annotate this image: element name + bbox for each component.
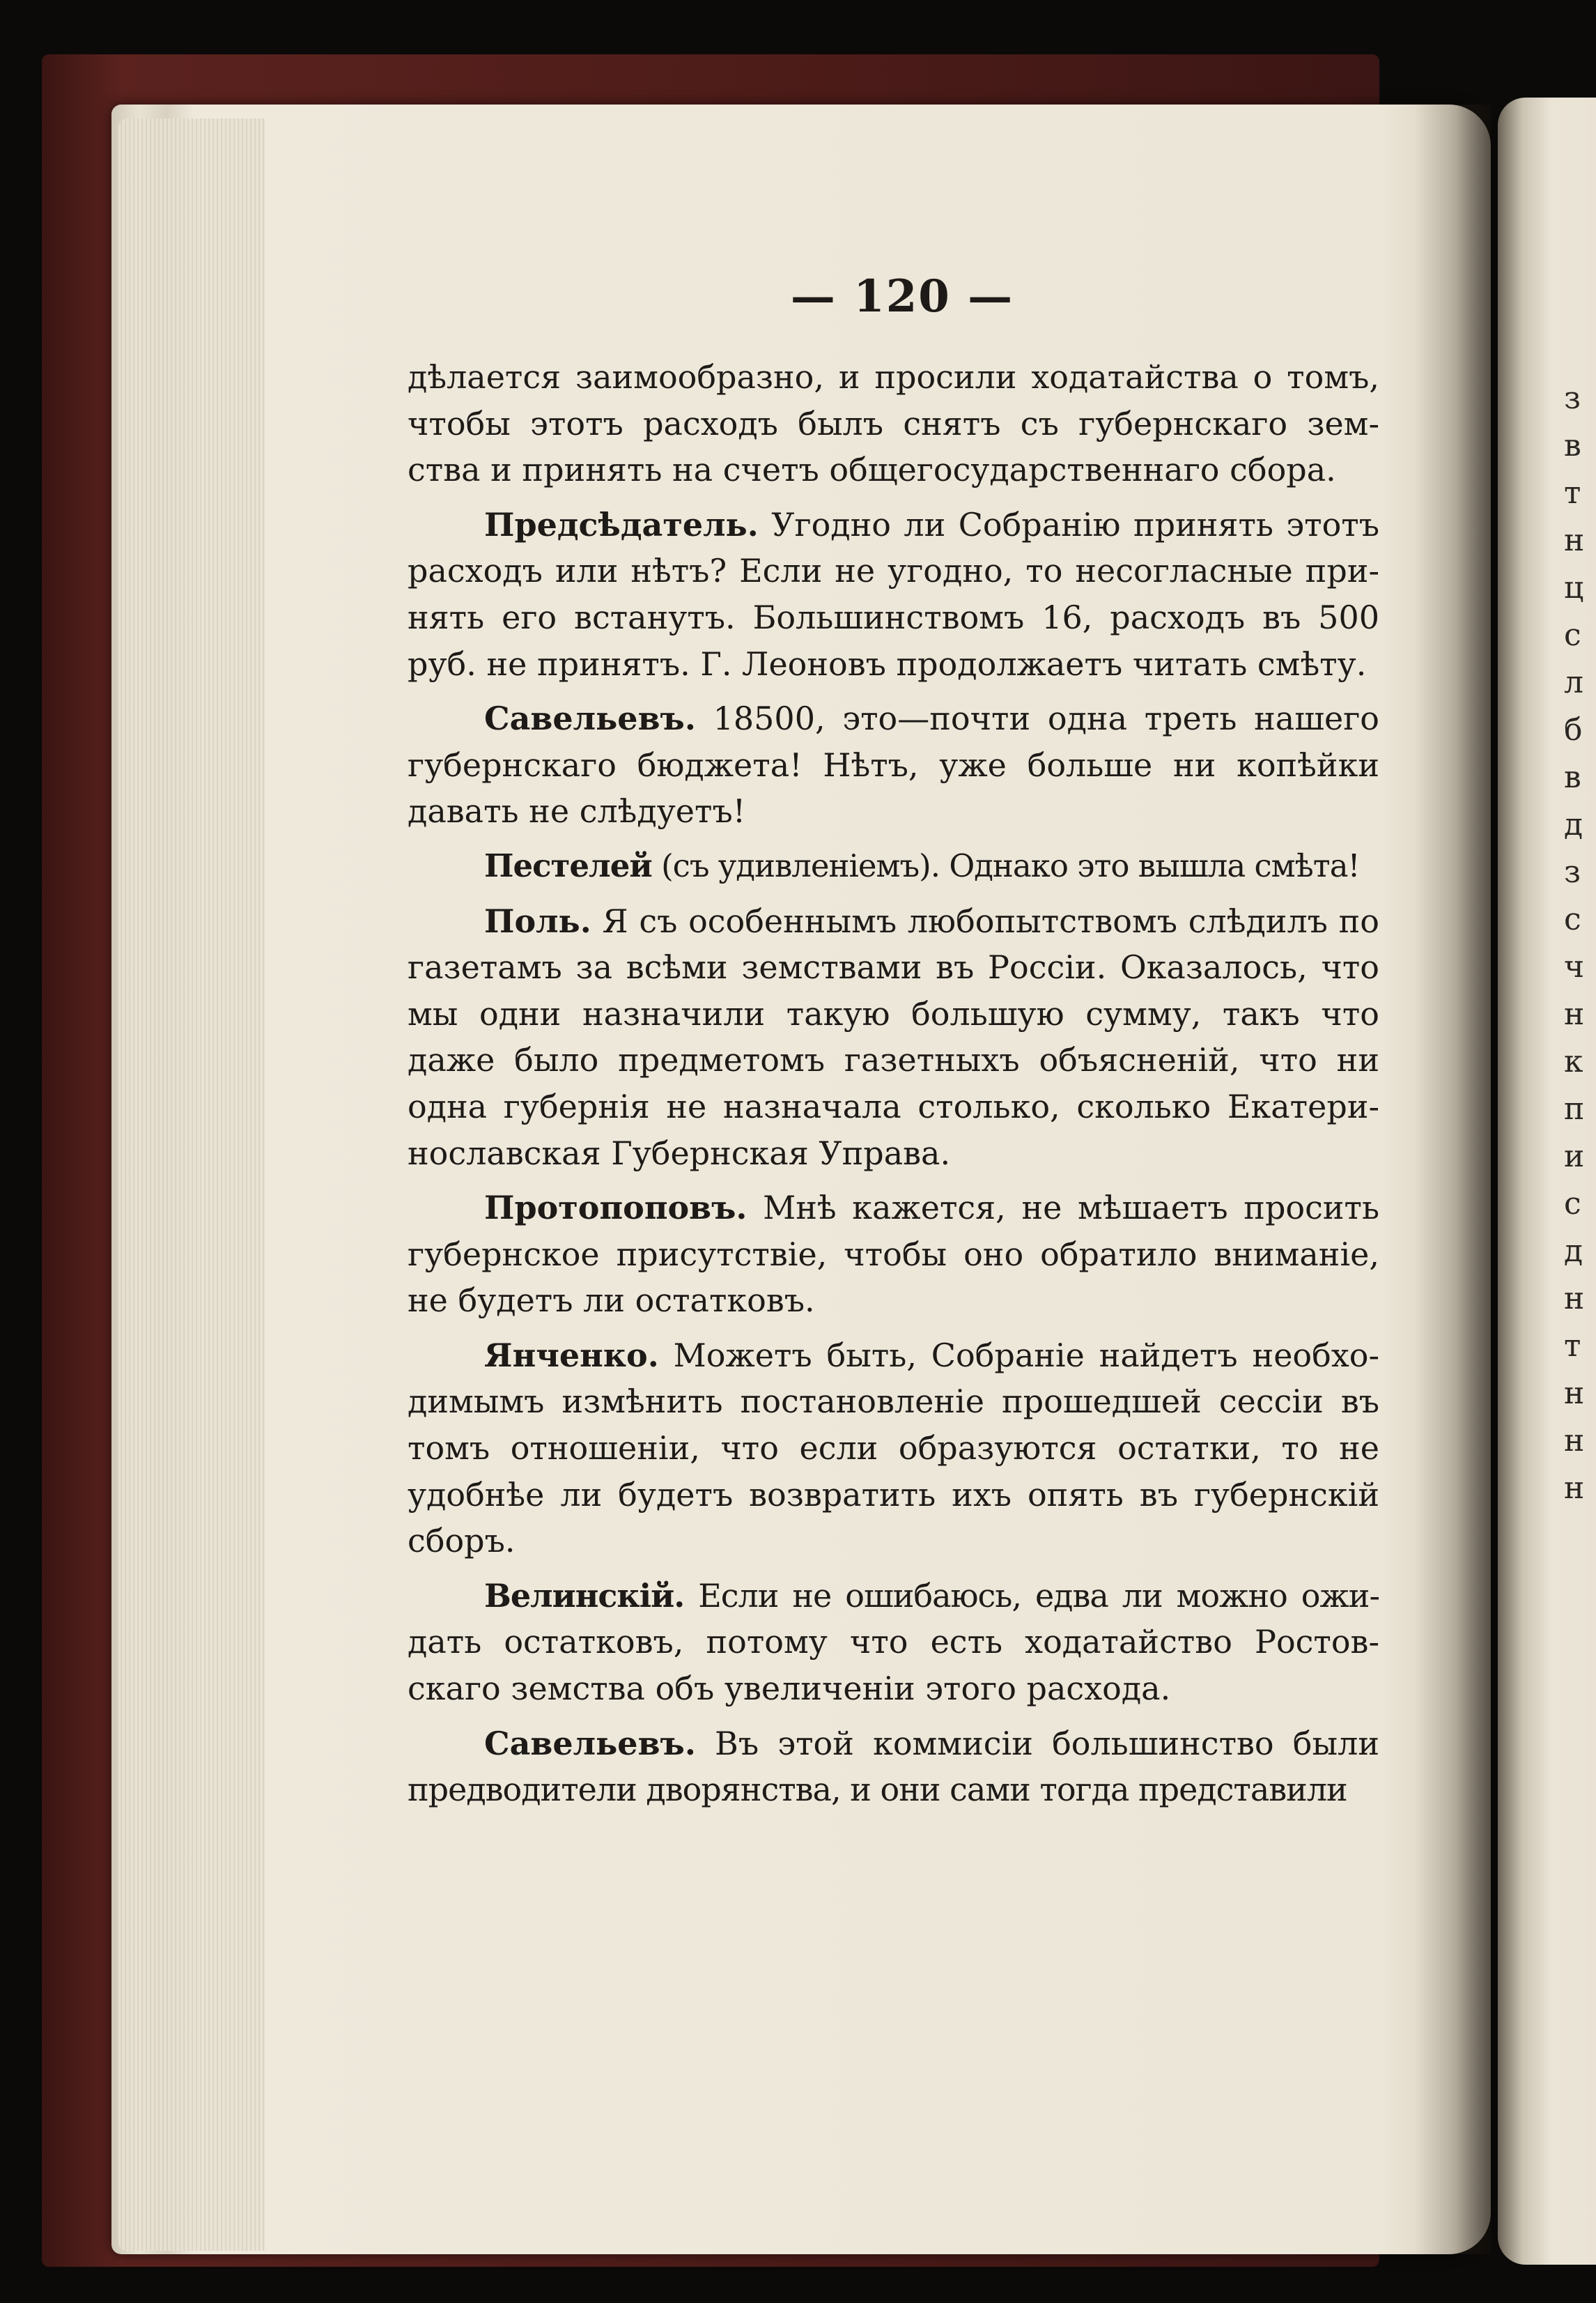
line-text: Можетъ быть, Собраніе найдетъ необхо- xyxy=(673,1336,1379,1374)
line-text: сборъ. xyxy=(408,1522,516,1560)
facing-page-fragment: н xyxy=(1564,996,1585,1032)
speaker-name: Янченко. xyxy=(484,1336,659,1374)
line-text: чтобы этотъ расходъ былъ снятъ съ губернскаго зем- xyxy=(408,404,1379,442)
line-text: расходъ или нѣтъ? Если не угодно, то несогласные при- xyxy=(408,552,1379,590)
paragraph xyxy=(408,354,1379,493)
line-text: удобнѣе ли будетъ возвратить ихъ опять въ губернскій xyxy=(408,1475,1379,1513)
text-line xyxy=(408,1518,1379,1564)
text-line xyxy=(408,641,1379,688)
facing-page-fragment: л xyxy=(1564,665,1583,700)
text-line xyxy=(408,548,1379,594)
line-text: димымъ измѣнить постановленіе прошедшей сессіи въ xyxy=(408,1382,1379,1421)
paragraph xyxy=(408,1720,1379,1813)
speaker-name: Велинскій. xyxy=(484,1576,685,1615)
text-line xyxy=(408,1720,1379,1767)
line-text: одна губернія не назначала столько, сколько Екатери- xyxy=(408,1087,1379,1125)
speaker-name: Савельевъ. xyxy=(484,1724,696,1762)
text-line xyxy=(408,695,1379,742)
facing-page-fragment: п xyxy=(1564,1091,1585,1127)
text-line xyxy=(408,788,1379,835)
facing-page-fragment: з xyxy=(1564,380,1581,416)
text-line xyxy=(408,1185,1379,1231)
text-line xyxy=(408,1766,1379,1813)
text-line xyxy=(408,944,1379,991)
line-text: губернскаго бюджета! Нѣтъ, уже больше ни копѣйки xyxy=(408,746,1379,784)
text-line xyxy=(408,1573,1379,1619)
line-text: (съ удивленіемъ). Однако это вышла смѣта! xyxy=(661,847,1360,884)
line-text: не будетъ ли остатковъ. xyxy=(408,1281,815,1320)
line-text: нять его встанутъ. Большинствомъ 16, расходъ въ 500 xyxy=(408,598,1379,636)
line-text: Мнѣ кажется, не мѣшаетъ просить xyxy=(763,1189,1380,1227)
paragraph xyxy=(408,1185,1379,1324)
facing-page-fragment: ц xyxy=(1564,570,1584,606)
text-line xyxy=(408,843,1379,890)
facing-page-fragment: ч xyxy=(1564,949,1585,985)
line-text: губернское присутствіе, чтобы оно обратило вниманіе, xyxy=(408,1235,1379,1273)
line-text: даже было предметомъ газетныхъ объясненій, что ни xyxy=(408,1041,1379,1079)
text-line xyxy=(408,1619,1379,1665)
line-text: давать не слѣдуетъ! xyxy=(408,792,746,831)
paragraph xyxy=(408,502,1379,687)
facing-page-fragment: н xyxy=(1564,1423,1585,1458)
line-text: Угодно ли Собранію принять этотъ xyxy=(771,505,1379,544)
text-line xyxy=(408,1277,1379,1324)
speaker-name: Протопоповъ. xyxy=(484,1189,747,1227)
text-line xyxy=(408,1130,1379,1177)
text-line xyxy=(408,1037,1379,1084)
speaker-name: Поль. xyxy=(484,902,591,940)
paragraph xyxy=(408,1332,1379,1564)
facing-page-fragment: т xyxy=(1564,475,1581,511)
line-text: руб. не принятъ. Г. Леоновъ продолжаетъ читать смѣту. xyxy=(408,645,1367,683)
facing-page-fragment: с xyxy=(1564,1186,1581,1222)
line-text: нославская Губернская Управа. xyxy=(408,1134,951,1172)
facing-page-fragment: д xyxy=(1564,1233,1583,1269)
facing-page-fragment: н xyxy=(1564,523,1585,558)
paragraph xyxy=(408,695,1379,835)
text-line xyxy=(408,1332,1379,1379)
line-text: дать остатковъ, потому что есть ходатайство Ростов- xyxy=(408,1623,1379,1661)
text-line xyxy=(408,1472,1379,1518)
facing-page-fragment: с xyxy=(1564,902,1581,937)
text-line xyxy=(408,898,1379,945)
page-edges xyxy=(118,118,265,2251)
line-text: Я съ особеннымъ любопытствомъ слѣдилъ по xyxy=(602,902,1379,940)
paragraph xyxy=(408,1573,1379,1712)
line-text: предводители дворянства, и они сами тогда представили xyxy=(408,1771,1347,1809)
line-text: томъ отношеніи, что если образуются остатки, то не xyxy=(408,1429,1379,1468)
facing-page-fragment: з xyxy=(1564,854,1581,890)
facing-page-fragment: с xyxy=(1564,617,1581,653)
speaker-name: Савельевъ. xyxy=(484,700,696,738)
facing-page-fragment: н xyxy=(1564,1281,1585,1316)
facing-page-fragment: в xyxy=(1564,428,1581,463)
facing-page-fragment: и xyxy=(1564,1139,1585,1174)
facing-page-fragment: б xyxy=(1564,712,1583,748)
text-line xyxy=(408,991,1379,1038)
facing-page-fragment: н xyxy=(1564,1376,1585,1411)
text-line xyxy=(408,1425,1379,1472)
line-text: мы одни назначили такую большую сумму, такъ что xyxy=(408,994,1379,1033)
page-number: — 120 — xyxy=(790,270,1014,323)
text-line xyxy=(408,1084,1379,1130)
text-line xyxy=(408,401,1379,447)
line-text: 18500, это—почти одна треть нашего xyxy=(713,700,1379,738)
facing-page-fragment: н xyxy=(1564,1470,1585,1506)
text-line xyxy=(408,1378,1379,1425)
paragraph xyxy=(408,843,1379,890)
line-text: ства и принять на счетъ общегосударственнаго сбора. xyxy=(408,451,1336,489)
line-text: дѣлается заимообразно, и просили ходатайства о томъ, xyxy=(408,358,1379,396)
text-line xyxy=(408,354,1379,401)
page-text xyxy=(408,354,1379,1821)
text-line xyxy=(408,447,1379,493)
speaker-name: Предсѣдатель. xyxy=(484,505,759,544)
text-line xyxy=(408,594,1379,641)
line-text: газетамъ за всѣми земствами въ Россіи. Оказалось, что xyxy=(408,948,1379,987)
text-line xyxy=(408,1231,1379,1278)
text-line xyxy=(408,1665,1379,1712)
paragraph xyxy=(408,898,1379,1177)
text-line xyxy=(408,502,1379,548)
line-text: Если не ошибаюсь, едва ли можно ожи- xyxy=(698,1576,1379,1615)
facing-page-fragment: к xyxy=(1564,1044,1583,1079)
line-text: Въ этой коммисіи большинство были xyxy=(715,1724,1379,1762)
speaker-name: Пестелей xyxy=(484,847,652,884)
text-line xyxy=(408,742,1379,789)
line-text: скаго земства объ увеличеніи этого расхода. xyxy=(408,1670,1171,1708)
facing-page-fragment: д xyxy=(1564,807,1583,842)
facing-page-fragment: в xyxy=(1564,760,1581,795)
facing-page-edge xyxy=(1498,98,1596,2265)
page-gutter-shadow xyxy=(1414,105,1491,2254)
facing-page-fragment: т xyxy=(1564,1328,1581,1364)
